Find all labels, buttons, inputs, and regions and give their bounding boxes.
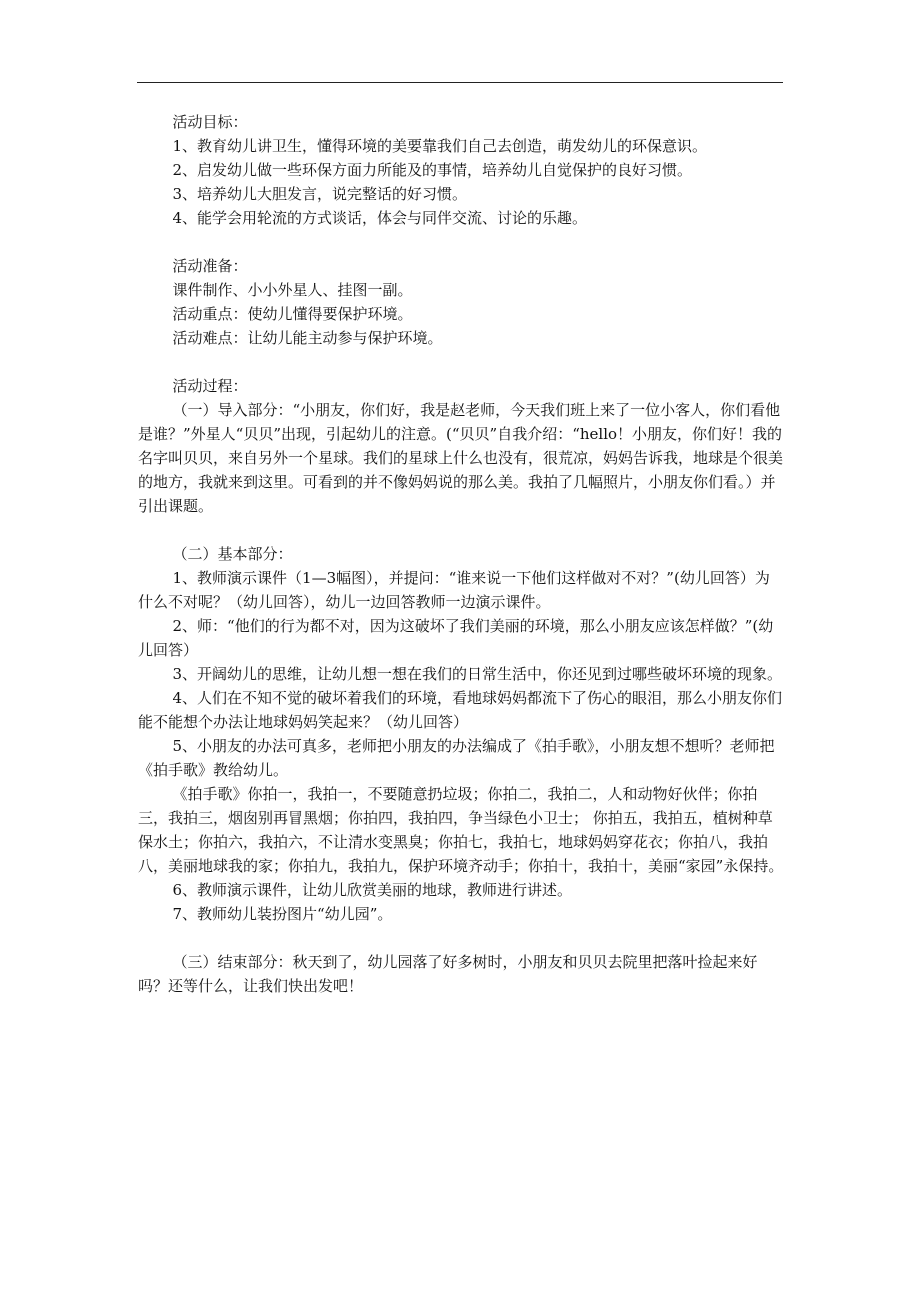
ending-paragraph: （三）结束部分：秋天到了，幼儿园落了好多树时，小朋友和贝贝去院里把落叶捡起来好吗？还等什么，让我们快出发吧！ [138,953,758,995]
goal-item: 2、启发幼儿做一些环保方面力所能及的事情，培养幼儿自觉保护的良好习惯。 [172,161,693,179]
prep-item: 活动难点：让幼儿能主动参与保护环境。 [172,329,443,347]
goal-item: 3、培养幼儿大胆发言，说完整话的好习惯。 [172,185,468,203]
goals-heading: 活动目标： [172,113,248,131]
song-lyrics: 《拍手歌》你拍一，我拍一，不要随意扔垃圾；你拍二，我拍二，人和动物好伙伴；你拍三，我拍三，烟囱别再冒黑烟；你拍四，我拍四，争当绿色小卫士； 你拍五，我拍五，植树种草保水土；你拍六，我拍六，不让清水变黑臭；你拍七，我拍七，地球妈妈穿花衣；你拍八，我拍八，美丽地球我的家；你拍九，我拍九，保护环境齐动手；你拍十，我拍十，美丽“家园”永保持。 [138,785,784,875]
basic-heading: （二）基本部分： [172,545,293,563]
process-heading: 活动过程： [172,377,248,395]
basic-item: 6、教师演示课件，让幼儿欣赏美丽的地球，教师进行讲述。 [172,881,573,899]
goal-item: 4、能学会用轮流的方式谈话，体会与同伴交流、讨论的乐趣。 [172,209,588,227]
document-body [138,110,784,998]
goal-item: 1、教育幼儿讲卫生，懂得环境的美要靠我们自己去创造，萌发幼儿的环保意识。 [172,137,708,155]
basic-item: 1、教师演示课件（1—3幅图），并提问：“谁来说一下他们这样做对不对？”(幼儿回答）为什么不对呢？（幼儿回答），幼儿一边回答教师一边演示课件。 [138,569,770,611]
header-rule [137,82,783,83]
basic-item: 3、开阔幼儿的思维，让幼儿想一想在我们的日常生活中，你还见到过哪些破坏环境的现象。 [172,665,783,683]
prep-heading: 活动准备： [172,257,248,275]
intro-paragraph: （一）导入部分：“小朋友，你们好，我是赵老师，今天我们班上来了一位小客人，你们看他是谁？”外星人“贝贝”出现，引起幼儿的注意。(“贝贝”自我介绍：“hello！小朋友，你们好！我的名字叫贝贝，来自另外一个星球。我们的星球上什么也没有，很荒凉，妈妈告诉我，地球是个很美的地方，我就来到这里。可看到的并不像妈妈说的那么美。我拍了几幅照片，小朋友你们看。）并引出课题。 [138,401,784,515]
prep-item: 课件制作、小小外星人、挂图一副。 [172,281,413,299]
basic-item: 4、人们在不知不觉的破坏着我们的环境，看地球妈妈都流下了伤心的眼泪，那么小朋友你们能不能想个办法让地球妈妈笑起来？（幼儿回答） [138,689,783,731]
basic-item: 7、教师幼儿装扮图片“幼儿园”。 [172,905,393,923]
basic-item: 5、小朋友的办法可真多，老师把小朋友的办法编成了《拍手歌》，小朋友想不想听？老师把《拍手歌》教给幼儿。 [138,737,775,779]
basic-item: 2、师：“他们的行为都不对，因为这破坏了我们美丽的环境，那么小朋友应该怎样做？”(幼儿回答） [138,617,774,659]
prep-item: 活动重点：使幼儿懂得要保护环境。 [172,305,413,323]
